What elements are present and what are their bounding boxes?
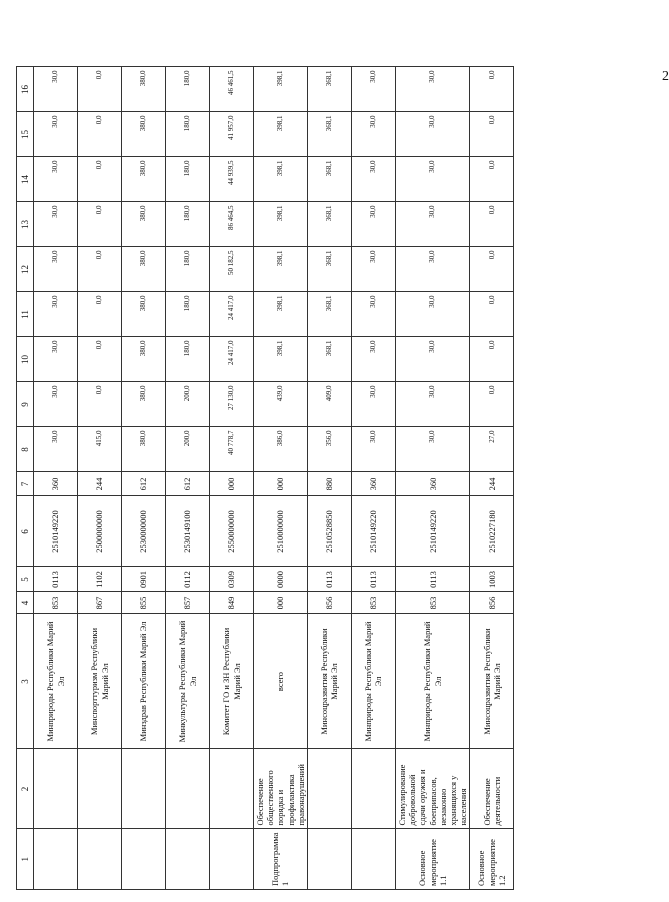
- amount-cell: 27,0: [470, 427, 514, 472]
- table-body: [17, 67, 514, 890]
- amount-cell: 398,1: [254, 337, 308, 382]
- program-cell: [34, 829, 78, 890]
- amount-cell: 30,0: [395, 292, 469, 337]
- column-header: 7: [17, 472, 34, 496]
- table-row: [78, 67, 122, 890]
- activity-cell: [34, 749, 78, 829]
- amount-cell: 0,0: [470, 337, 514, 382]
- section-code-cell: 1102: [78, 567, 122, 592]
- expense-type-cell: 612: [122, 472, 166, 496]
- amount-cell: 30,0: [351, 112, 395, 157]
- budget-table: [16, 67, 514, 891]
- amount-cell: 86 464,5: [210, 202, 254, 247]
- target-code-cell: 2510149220: [34, 496, 78, 567]
- amount-cell: 30,0: [34, 202, 78, 247]
- organization-cell: Минсоцразвития Республики Марий Эл: [470, 614, 514, 749]
- amount-cell: 180,0: [166, 202, 210, 247]
- target-code-cell: 2530000000: [122, 496, 166, 567]
- target-code-cell: 2510227180: [470, 496, 514, 567]
- amount-cell: 356,0: [307, 427, 351, 472]
- amount-cell: 380,0: [122, 157, 166, 202]
- column-header: 10: [17, 337, 34, 382]
- organization-cell: Минприроды Республики Марий Эл: [34, 614, 78, 749]
- amount-cell: 30,0: [351, 292, 395, 337]
- amount-cell: 46 461,5: [210, 67, 254, 112]
- amount-cell: 30,0: [351, 427, 395, 472]
- column-header: 16: [17, 67, 34, 112]
- amount-cell: 409,0: [307, 382, 351, 427]
- amount-cell: 415,0: [78, 427, 122, 472]
- amount-cell: 0,0: [78, 202, 122, 247]
- amount-cell: 386,0: [254, 427, 308, 472]
- section-code-cell: 0113: [34, 567, 78, 592]
- amount-cell: 200,0: [166, 427, 210, 472]
- activity-cell: [210, 749, 254, 829]
- amount-cell: 24 417,0: [210, 337, 254, 382]
- amount-cell: 368,1: [307, 247, 351, 292]
- column-header: 12: [17, 247, 34, 292]
- table-row: [470, 67, 514, 890]
- expense-type-cell: 612: [166, 472, 210, 496]
- amount-cell: 368,1: [307, 202, 351, 247]
- organization-cell: всего: [254, 614, 308, 749]
- organization-cell: Минприроды Республики Марий Эл: [395, 614, 469, 749]
- table-row: [34, 67, 78, 890]
- amount-cell: 30,0: [34, 157, 78, 202]
- amount-cell: 30,0: [34, 67, 78, 112]
- amount-cell: 24 417,0: [210, 292, 254, 337]
- organization-cell: Минсоцразвития Республики Марий Эл: [307, 614, 351, 749]
- target-code-cell: 2500000000: [78, 496, 122, 567]
- amount-cell: 30,0: [395, 202, 469, 247]
- amount-cell: 0,0: [470, 202, 514, 247]
- program-cell: [351, 829, 395, 890]
- amount-cell: 30,0: [395, 67, 469, 112]
- gr-code-cell: 856: [470, 592, 514, 614]
- amount-cell: 398,1: [254, 157, 308, 202]
- amount-cell: 0,0: [78, 382, 122, 427]
- target-code-cell: 2510000000: [254, 496, 308, 567]
- activity-cell: [307, 749, 351, 829]
- amount-cell: 439,0: [254, 382, 308, 427]
- amount-cell: 180,0: [166, 112, 210, 157]
- amount-cell: 380,0: [122, 382, 166, 427]
- column-header: 14: [17, 157, 34, 202]
- amount-cell: 0,0: [78, 337, 122, 382]
- column-header: 13: [17, 202, 34, 247]
- column-header: 8: [17, 427, 34, 472]
- gr-code-cell: 853: [395, 592, 469, 614]
- amount-cell: 30,0: [351, 337, 395, 382]
- gr-code-cell: 849: [210, 592, 254, 614]
- expense-type-cell: 244: [78, 472, 122, 496]
- organization-cell: Минздрав Республики Марий Эл: [122, 614, 166, 749]
- amount-cell: 368,1: [307, 157, 351, 202]
- gr-code-cell: 867: [78, 592, 122, 614]
- amount-cell: 30,0: [351, 67, 395, 112]
- amount-cell: 398,1: [254, 247, 308, 292]
- amount-cell: 180,0: [166, 337, 210, 382]
- amount-cell: 40 778,7: [210, 427, 254, 472]
- amount-cell: 30,0: [351, 202, 395, 247]
- expense-type-cell: 244: [470, 472, 514, 496]
- amount-cell: 30,0: [351, 247, 395, 292]
- amount-cell: 0,0: [78, 292, 122, 337]
- table-row: [166, 67, 210, 890]
- amount-cell: 0,0: [470, 112, 514, 157]
- column-header: 9: [17, 382, 34, 427]
- section-code-cell: 0309: [210, 567, 254, 592]
- column-header: 6: [17, 496, 34, 567]
- activity-cell: Обеспечение общественного порядка и профилактика правонарушений: [254, 749, 308, 829]
- amount-cell: 0,0: [78, 112, 122, 157]
- program-cell: Подпрограмма 1: [254, 829, 308, 890]
- target-code-cell: 2510528850: [307, 496, 351, 567]
- program-cell: [210, 829, 254, 890]
- target-code-cell: 2530149100: [166, 496, 210, 567]
- amount-cell: 380,0: [122, 112, 166, 157]
- gr-code-cell: 853: [351, 592, 395, 614]
- table-row: [254, 67, 308, 890]
- section-code-cell: 0000: [254, 567, 308, 592]
- activity-cell: [122, 749, 166, 829]
- table-row: [395, 67, 469, 890]
- amount-cell: 200,0: [166, 382, 210, 427]
- amount-cell: 0,0: [78, 157, 122, 202]
- organization-cell: Комитет ГО и ЗН Республики Марий Эл: [210, 614, 254, 749]
- amount-cell: 30,0: [34, 247, 78, 292]
- activity-cell: [78, 749, 122, 829]
- table-row: [122, 67, 166, 890]
- section-code-cell: 0901: [122, 567, 166, 592]
- column-header: 1: [17, 829, 34, 890]
- amount-cell: 180,0: [166, 67, 210, 112]
- amount-cell: 0,0: [470, 157, 514, 202]
- amount-cell: 30,0: [34, 427, 78, 472]
- gr-code-cell: 853: [34, 592, 78, 614]
- amount-cell: 180,0: [166, 247, 210, 292]
- program-cell: [166, 829, 210, 890]
- amount-cell: 30,0: [395, 247, 469, 292]
- amount-cell: 30,0: [395, 337, 469, 382]
- program-cell: Основное мероприятие 1.1: [395, 829, 469, 890]
- amount-cell: 30,0: [34, 337, 78, 382]
- amount-cell: 398,1: [254, 112, 308, 157]
- organization-cell: Минкультуры Республики Марий Эл: [166, 614, 210, 749]
- amount-cell: 30,0: [395, 427, 469, 472]
- amount-cell: 380,0: [122, 292, 166, 337]
- amount-cell: 30,0: [34, 382, 78, 427]
- gr-code-cell: 855: [122, 592, 166, 614]
- amount-cell: 380,0: [122, 202, 166, 247]
- section-code-cell: 0113: [395, 567, 469, 592]
- gr-code-cell: 857: [166, 592, 210, 614]
- table-row: [351, 67, 395, 890]
- target-code-cell: 2510149220: [395, 496, 469, 567]
- section-code-cell: 0113: [307, 567, 351, 592]
- amount-cell: 180,0: [166, 157, 210, 202]
- amount-cell: 30,0: [351, 157, 395, 202]
- amount-cell: 0,0: [470, 247, 514, 292]
- expense-type-cell: 880: [307, 472, 351, 496]
- amount-cell: 27 130,0: [210, 382, 254, 427]
- amount-cell: 398,1: [254, 67, 308, 112]
- amount-cell: 380,0: [122, 67, 166, 112]
- activity-cell: [351, 749, 395, 829]
- target-code-cell: 2550000000: [210, 496, 254, 567]
- gr-code-cell: 856: [307, 592, 351, 614]
- expense-type-cell: 000: [254, 472, 308, 496]
- amount-cell: 0,0: [470, 382, 514, 427]
- program-cell: Основное мероприятие 1.2: [470, 829, 514, 890]
- amount-cell: 30,0: [395, 382, 469, 427]
- gr-code-cell: 000: [254, 592, 308, 614]
- organization-cell: Минприроды Республики Марий Эл: [351, 614, 395, 749]
- amount-cell: 44 939,5: [210, 157, 254, 202]
- expense-type-cell: 360: [395, 472, 469, 496]
- amount-cell: 0,0: [78, 247, 122, 292]
- amount-cell: 41 957,0: [210, 112, 254, 157]
- activity-cell: [166, 749, 210, 829]
- activity-cell: Стимулирование добровольной сдачи оружия и боеприпасов, незаконно хранящихся у населения: [395, 749, 469, 829]
- program-cell: [122, 829, 166, 890]
- amount-cell: 30,0: [395, 157, 469, 202]
- column-header: 15: [17, 112, 34, 157]
- amount-cell: 0,0: [470, 67, 514, 112]
- organization-cell: Минспорттуризм Республики Марий Эл: [78, 614, 122, 749]
- column-header: 11: [17, 292, 34, 337]
- amount-cell: 30,0: [351, 382, 395, 427]
- target-code-cell: 2510149220: [351, 496, 395, 567]
- amount-cell: 398,1: [254, 202, 308, 247]
- table-row: [210, 67, 254, 890]
- amount-cell: 30,0: [395, 112, 469, 157]
- amount-cell: 180,0: [166, 292, 210, 337]
- expense-type-cell: 360: [34, 472, 78, 496]
- program-cell: [78, 829, 122, 890]
- amount-cell: 50 182,5: [210, 247, 254, 292]
- expense-type-cell: 000: [210, 472, 254, 496]
- amount-cell: 398,1: [254, 292, 308, 337]
- header-row: [17, 67, 34, 890]
- column-header: 3: [17, 614, 34, 749]
- amount-cell: 368,1: [307, 112, 351, 157]
- page-number: 2: [662, 69, 669, 84]
- amount-cell: 368,1: [307, 337, 351, 382]
- amount-cell: 380,0: [122, 337, 166, 382]
- activity-cell: Обеспечение деятельности: [470, 749, 514, 829]
- section-code-cell: 0113: [351, 567, 395, 592]
- amount-cell: 368,1: [307, 67, 351, 112]
- expense-type-cell: 360: [351, 472, 395, 496]
- amount-cell: 0,0: [470, 292, 514, 337]
- amount-cell: 0,0: [78, 67, 122, 112]
- column-header: 5: [17, 567, 34, 592]
- section-code-cell: 0112: [166, 567, 210, 592]
- program-cell: [307, 829, 351, 890]
- amount-cell: 368,1: [307, 292, 351, 337]
- amount-cell: 30,0: [34, 112, 78, 157]
- column-header: 4: [17, 592, 34, 614]
- amount-cell: 30,0: [34, 292, 78, 337]
- column-header: 2: [17, 749, 34, 829]
- amount-cell: 380,0: [122, 247, 166, 292]
- table-row: [307, 67, 351, 890]
- amount-cell: 380,0: [122, 427, 166, 472]
- section-code-cell: 1003: [470, 567, 514, 592]
